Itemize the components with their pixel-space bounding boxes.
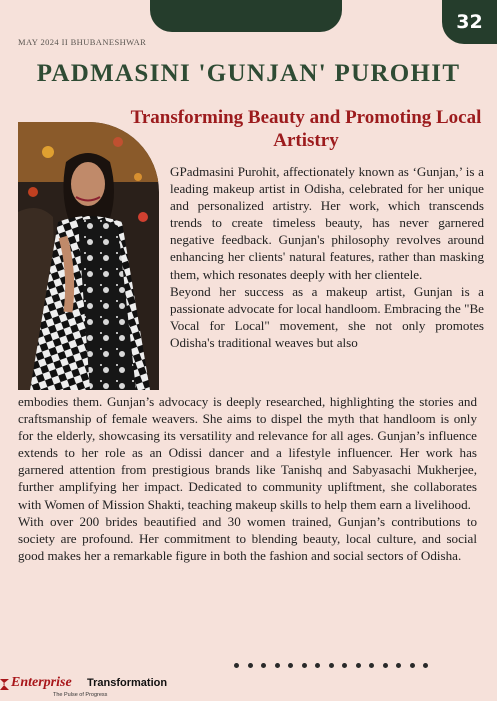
decorative-dot: [356, 663, 361, 668]
decorative-dot: [342, 663, 347, 668]
page-number-badge: 32: [442, 0, 497, 44]
decorative-dot: [369, 663, 374, 668]
paragraph-advocacy-start: Beyond her success as a makeup artist, Gunjan is a passionate advocate for local handloom. Embracing the "Be Vocal for Local" movement, she not only promotes Odisha's traditional weaves but also: [170, 283, 484, 350]
article-body-column: [170, 163, 484, 351]
decorative-dot: [423, 663, 428, 668]
brand-tagline: The Pulse of Progress: [53, 692, 108, 698]
brand-logo: [0, 675, 190, 701]
decorative-dot: [248, 663, 253, 668]
paragraph-intro: GPadmasini Purohit, affectionately known as ‘Gunjan,’ is a leading makeup artist in Odisha, celebrated for her unique and personalized artistry. Her work, which transcends trends to create timeless beauty, has never garnered negative feedback. Gunjan's philosophy revolves around enhancing her clients' natural features, rather than masking them, which resonates deeply with her clientele.: [170, 164, 484, 282]
decorative-dot: [275, 663, 280, 668]
decorative-dot: [288, 663, 293, 668]
decorative-dot: [383, 663, 388, 668]
article-subtitle: Transforming Beauty and Promoting Local Artistry: [130, 107, 482, 151]
decorative-dot: [302, 663, 307, 668]
decorative-dot: [329, 663, 334, 668]
decorative-dot: [410, 663, 415, 668]
decorative-dot: [396, 663, 401, 668]
portrait-photo: [18, 122, 159, 390]
decorative-dot: [234, 663, 239, 668]
decorative-dot: [315, 663, 320, 668]
decorative-dots: [234, 663, 428, 671]
issue-dateline: MAY 2024 II BHUBANESHWAR: [18, 37, 147, 47]
decorative-dot: [261, 663, 266, 668]
brand-enterprise-text: Enterprise: [11, 675, 72, 690]
article-title: PADMASINI 'GUNJAN' PUROHIT: [36, 60, 461, 87]
brand-transformation-text: Transformation: [87, 677, 168, 689]
paragraph-advocacy-continued: embodies them. Gunjan’s advocacy is deeply researched, highlighting the stories and craftsmanship of female weavers. She aims to dispel the myth that handloom is only for the elderly, showcasing its versatility and relevance for all ages. Gunjan’s influence extends to her role as an Odissi dancer and a lifestyle influencer. Her work has garnered attention from prestigious brands like Tanishq and Sabyasachi Mukherjee, further amplifying her impact. Dedicated to community upliftment, she collaborates with Women of Mission Shakti, teaching makeup skills to help them earn a livelihood.: [18, 394, 477, 512]
article-body-full: [18, 393, 477, 564]
header-tab-decoration: [150, 0, 342, 32]
paragraph-conclusion: With over 200 brides beautified and 30 women trained, Gunjan’s contributions to society are profound. Her commitment to blending beauty, local culture, and social good makes her a remarkable figure in both the fashion and social sectors of Odisha.: [18, 513, 477, 563]
brand-mark-icon: [0, 678, 10, 691]
